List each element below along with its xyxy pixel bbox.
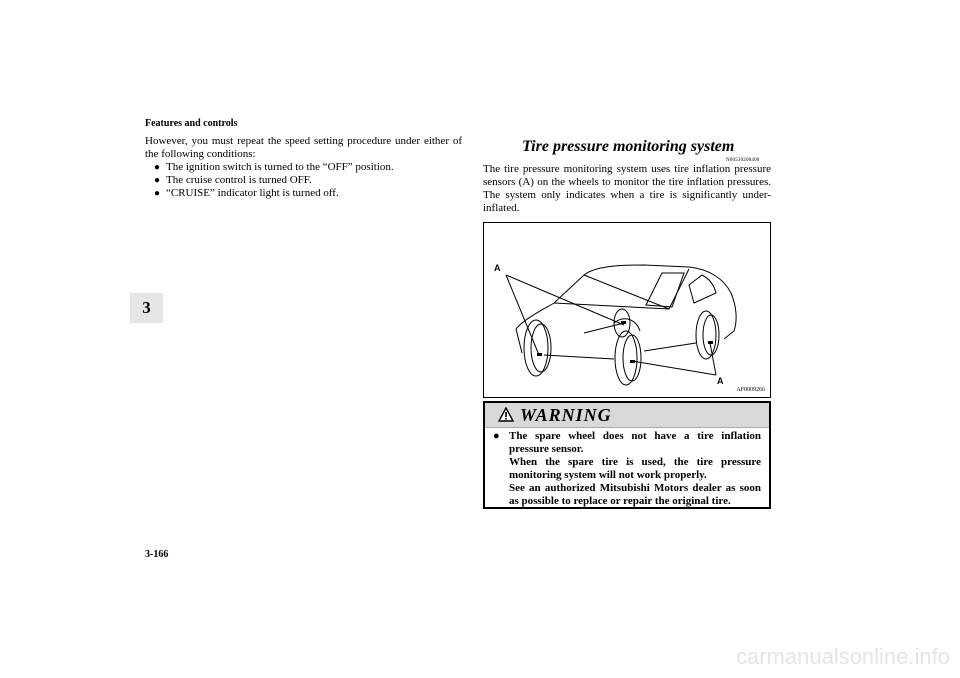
warning-line: The spare wheel does not have a tire inflation pressure sensor. xyxy=(509,430,761,455)
intro-paragraph: However, you must repeat the speed setting procedure under either of the following conditions: xyxy=(145,135,462,160)
chapter-tab: 3 xyxy=(130,293,163,323)
car-drawing xyxy=(484,223,770,397)
warning-header xyxy=(485,403,769,428)
warning-triangle-icon xyxy=(498,407,514,422)
warning-title: WARNING xyxy=(520,405,612,425)
bullet-icon: ● xyxy=(493,430,500,442)
list-item: ● “CRUISE” indicator light is turned off. xyxy=(154,187,339,199)
left-column xyxy=(145,135,462,200)
bullet-icon: ● xyxy=(154,162,161,173)
warning-body xyxy=(485,428,769,508)
sensor-label-a-top: A xyxy=(494,263,501,273)
conditions-list xyxy=(145,161,462,200)
warning-text xyxy=(509,430,761,508)
section-title: Tire pressure monitoring system xyxy=(522,138,735,155)
bullet-icon: ● xyxy=(154,175,161,186)
warning-line: See an authorized Mitsubishi Motors dealer as soon as possible to replace or repair the original tire. xyxy=(509,482,761,507)
watermark: carmanualsonline.info xyxy=(735,644,950,669)
tpms-intro: The tire pressure monitoring system uses tire inflation pressure sensors (A) on the wheels to monitor the tire inflation pressures. The system only indicates when a tire is significantly under-inflated. xyxy=(483,163,771,214)
warning-line: When the spare tire is used, the tire pressure monitoring system will not work properly. xyxy=(509,456,761,481)
figure-code: AF0009266 xyxy=(736,387,765,393)
list-item: ● The ignition switch is turned to the “OFF” position. xyxy=(154,161,394,173)
page-number: 3-166 xyxy=(145,549,169,560)
list-item: ● The cruise control is turned OFF. xyxy=(154,174,312,186)
sensor-label-a-bottom: A xyxy=(717,376,724,386)
section-code: N00530200400 xyxy=(726,158,760,163)
section-header: Features and controls xyxy=(145,118,238,129)
warning-box xyxy=(483,401,771,509)
bullet-icon: ● xyxy=(154,188,161,199)
car-illustration xyxy=(483,222,771,398)
